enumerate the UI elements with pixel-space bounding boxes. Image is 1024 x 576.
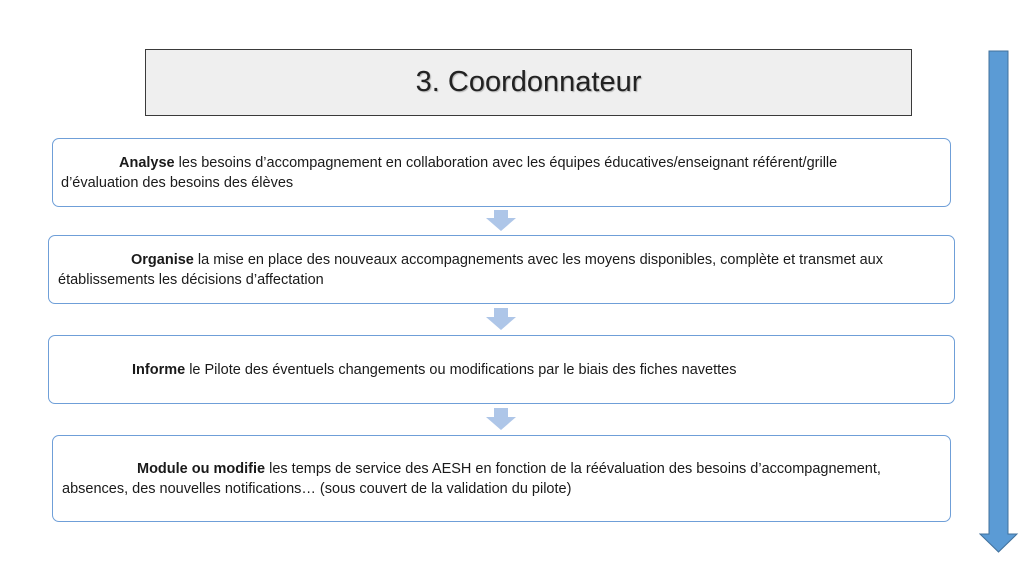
step-line bbox=[62, 459, 940, 479]
step-analyse bbox=[52, 138, 951, 207]
step-line bbox=[58, 360, 944, 380]
down-arrow-icon bbox=[979, 49, 1019, 555]
step-text: la mise en place des nouveaux accompagnements avec les moyens disponibles, complète et transmet aux bbox=[193, 251, 883, 268]
step-line bbox=[61, 153, 940, 173]
step-organise bbox=[48, 235, 955, 304]
step-line bbox=[58, 250, 944, 270]
down-chevron-icon bbox=[485, 210, 517, 232]
step-keyword: Informe bbox=[132, 361, 186, 378]
step-keyword: Module ou modifie bbox=[137, 460, 266, 477]
step-line: absences, des nouvelles notifications… (sous couvert de la validation du pilote) bbox=[62, 480, 572, 497]
step-keyword: Analyse bbox=[119, 154, 175, 171]
step-informe bbox=[48, 335, 955, 404]
step-text: les temps de service des AESH en fonction de la réévaluation des besoins d’accompagnement, bbox=[265, 460, 881, 477]
step-line: d’évaluation des besoins des élèves bbox=[61, 174, 294, 191]
step-text: le Pilote des éventuels changements ou modifications par le biais des fiches navettes bbox=[185, 361, 737, 378]
title-box bbox=[145, 49, 912, 116]
down-chevron-icon bbox=[485, 308, 517, 331]
page-title: 3. Coordonnateur bbox=[415, 66, 642, 98]
down-chevron-icon bbox=[485, 408, 517, 431]
step-keyword: Organise bbox=[131, 251, 194, 268]
step-module bbox=[52, 435, 951, 522]
step-line: établissements les décisions d’affectation bbox=[58, 271, 324, 288]
step-text: les besoins d’accompagnement en collaboration avec les équipes éducatives/enseignant référent/grille bbox=[174, 154, 838, 171]
